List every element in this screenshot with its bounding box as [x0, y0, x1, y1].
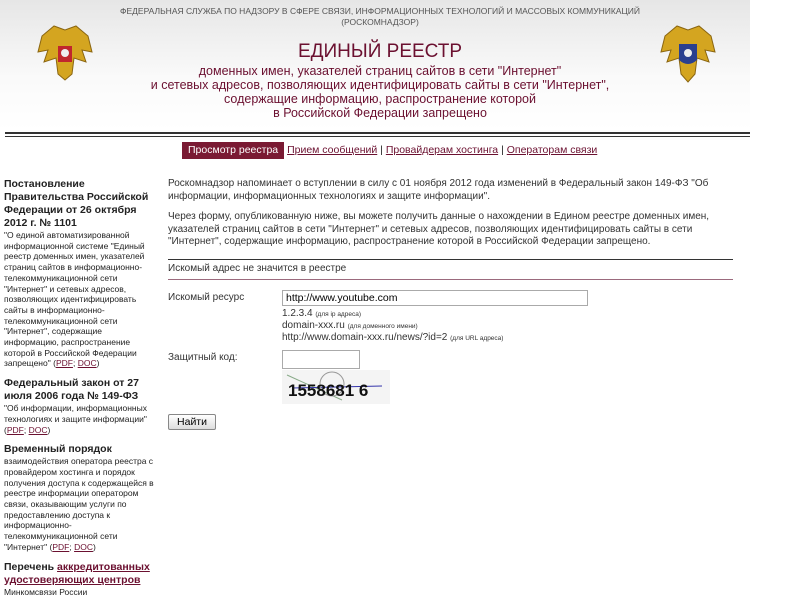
doc-link[interactable]: DOC — [77, 358, 97, 369]
doc-link[interactable]: DOC — [28, 424, 48, 435]
doc-description: "О единой автоматизированной информационной системе "Единый реестр доменных имен, указателей страниц сайтов в информационно-телекоммуникационной сети "Интернет" и сетевых адресов, позволяющих идентифицировать сайты в информационно-телекоммуникационной сети "Интернет", содержащие информацию, распространение которой в Российской Федерации запрещено" — [4, 230, 145, 369]
sidebar-doc-law: Федеральный закон от 27 июля 2006 года № 149-ФЗ "Об информации, информационных технологиях и защите информации" (PDF; DOC) — [4, 377, 154, 435]
pdf-link[interactable]: PDF — [52, 541, 70, 552]
doc-title: Перечень — [4, 560, 55, 573]
example-url: http://www.domain-xxx.ru/news/?id=2 (для URL адреса) — [282, 332, 504, 343]
tab-telecom-operators[interactable]: Операторам связи — [506, 144, 598, 156]
sidebar-doc-procedure: Временный порядок взаимодействия оператора реестра с провайдером хостинга и порядок получения доступа к содержащейся в реестре информации оператором связи, оказывающим услуги по предоставлению доступа к информационно-телекоммуникационной сети "Интернет" (PDF; DOC) — [4, 443, 154, 552]
doc-link[interactable]: DOC — [74, 541, 93, 552]
captcha-input[interactable] — [282, 350, 360, 369]
page-title: ЕДИНЫЙ РЕЕСТР — [297, 41, 463, 62]
tab-view-registry[interactable]: Просмотр реестра — [182, 142, 284, 159]
tab-submit-report[interactable]: Прием сообщений — [287, 144, 378, 156]
search-result-message: Искомый адрес не значится в реестре — [168, 259, 733, 281]
sidebar-cert-centers — [4, 561, 154, 598]
sidebar-doc-decree: Постановление Правительства Российской Федерации от 26 октября 2012 г. № 1101 "О единой автоматизированной информационной системе "Единый реестр доменных имен, указателей страниц сайтов в информационно-телекоммуникационной сети "Интернет" и сетевых адресов, позволяющих идентифицировать сайты в информационно-телекоммуникационной сети "Интернет", содержащие информацию, распространение которой в Российской Федерации запрещено" (PDF; DOC) — [4, 178, 154, 369]
doc-description: взаимодействия оператора реестра с провайдером хостинга и порядок получения доступа к содержащейся в реестре информации оператором связи, оказывающим услуги по предоставлению доступа к информационно-телекоммуникационной сети "Интернет" — [4, 456, 154, 552]
separator: | — [380, 144, 383, 156]
notice-text: Роскомнадзор напоминает о вступлении в силу с 01 ноября 2012 года изменений в Федеральный закон 149-ФЗ "Об информации, информационных технологиях и защите информации". — [168, 178, 709, 202]
resource-label: Искомый ресурс — [168, 292, 245, 303]
page-subtitle: доменных имен, указателей страниц сайтов в сети "Интернет" и сетевых адресов, позволяющих идентифицировать сайты в сети "Интернет", содержащие информацию, распространение которой в Российской Федерации запрещено — [150, 64, 610, 120]
doc-description: "Об информации, информационных технологиях и защите информации" — [4, 403, 147, 424]
sidebar — [4, 178, 154, 605]
intro-text: Через форму, опубликованную ниже, вы можете получить данные о нахождении в Едином реестре доменных имен, указателей страниц сайтов в сети "Интернет" и сетевых адресов, позволяющих идентифицировать сайты в сети "Интернет", содержащие информацию, распространение которой в Российской Федерации запрещено. — [168, 211, 710, 247]
main-content — [168, 178, 733, 428]
agency-name: ФЕДЕРАЛЬНАЯ СЛУЖБА ПО НАДЗОРУ В СФЕРЕ СВЯЗИ, ИНФОРМАЦИОННЫХ ТЕХНОЛОГИЙ И МАССОВЫХ КОММУНИКАЦИЙ (РОСКОМНАДЗОР) — [120, 6, 640, 27]
pdf-link[interactable]: PDF — [55, 358, 73, 369]
doc-description: Минкомсвязи России — [4, 586, 88, 597]
doc-title: Федеральный закон от 27 июля 2006 года № 149-ФЗ — [4, 377, 139, 403]
roskomnadzor-emblem-icon — [660, 22, 716, 84]
example-domain: domain-xxx.ru (для доменного имени) — [282, 320, 418, 331]
cert-centers-link[interactable]: аккредитованных удостоверяющих центров — [4, 560, 150, 586]
header — [0, 0, 750, 130]
doc-title: Временный порядок — [4, 443, 112, 456]
example-ip: 1.2.3.4 (для ip адреса) — [282, 308, 361, 319]
svg-text:1558681 6: 1558681 6 — [288, 381, 369, 400]
pdf-link[interactable]: PDF — [6, 424, 24, 435]
russia-coat-of-arms-icon — [36, 22, 94, 82]
captcha-label: Защитный код: — [168, 352, 238, 363]
header-divider — [5, 132, 750, 137]
resource-input[interactable] — [282, 290, 588, 306]
separator: | — [501, 144, 504, 156]
search-button[interactable]: Найти — [168, 414, 216, 430]
main-nav — [182, 142, 597, 159]
doc-title: Постановление Правительства Российской Федерации от 26 октября 2012 г. № 1101 — [4, 178, 149, 229]
tab-hosting-providers[interactable]: Провайдерам хостинга — [385, 144, 499, 156]
captcha-image — [282, 370, 390, 404]
